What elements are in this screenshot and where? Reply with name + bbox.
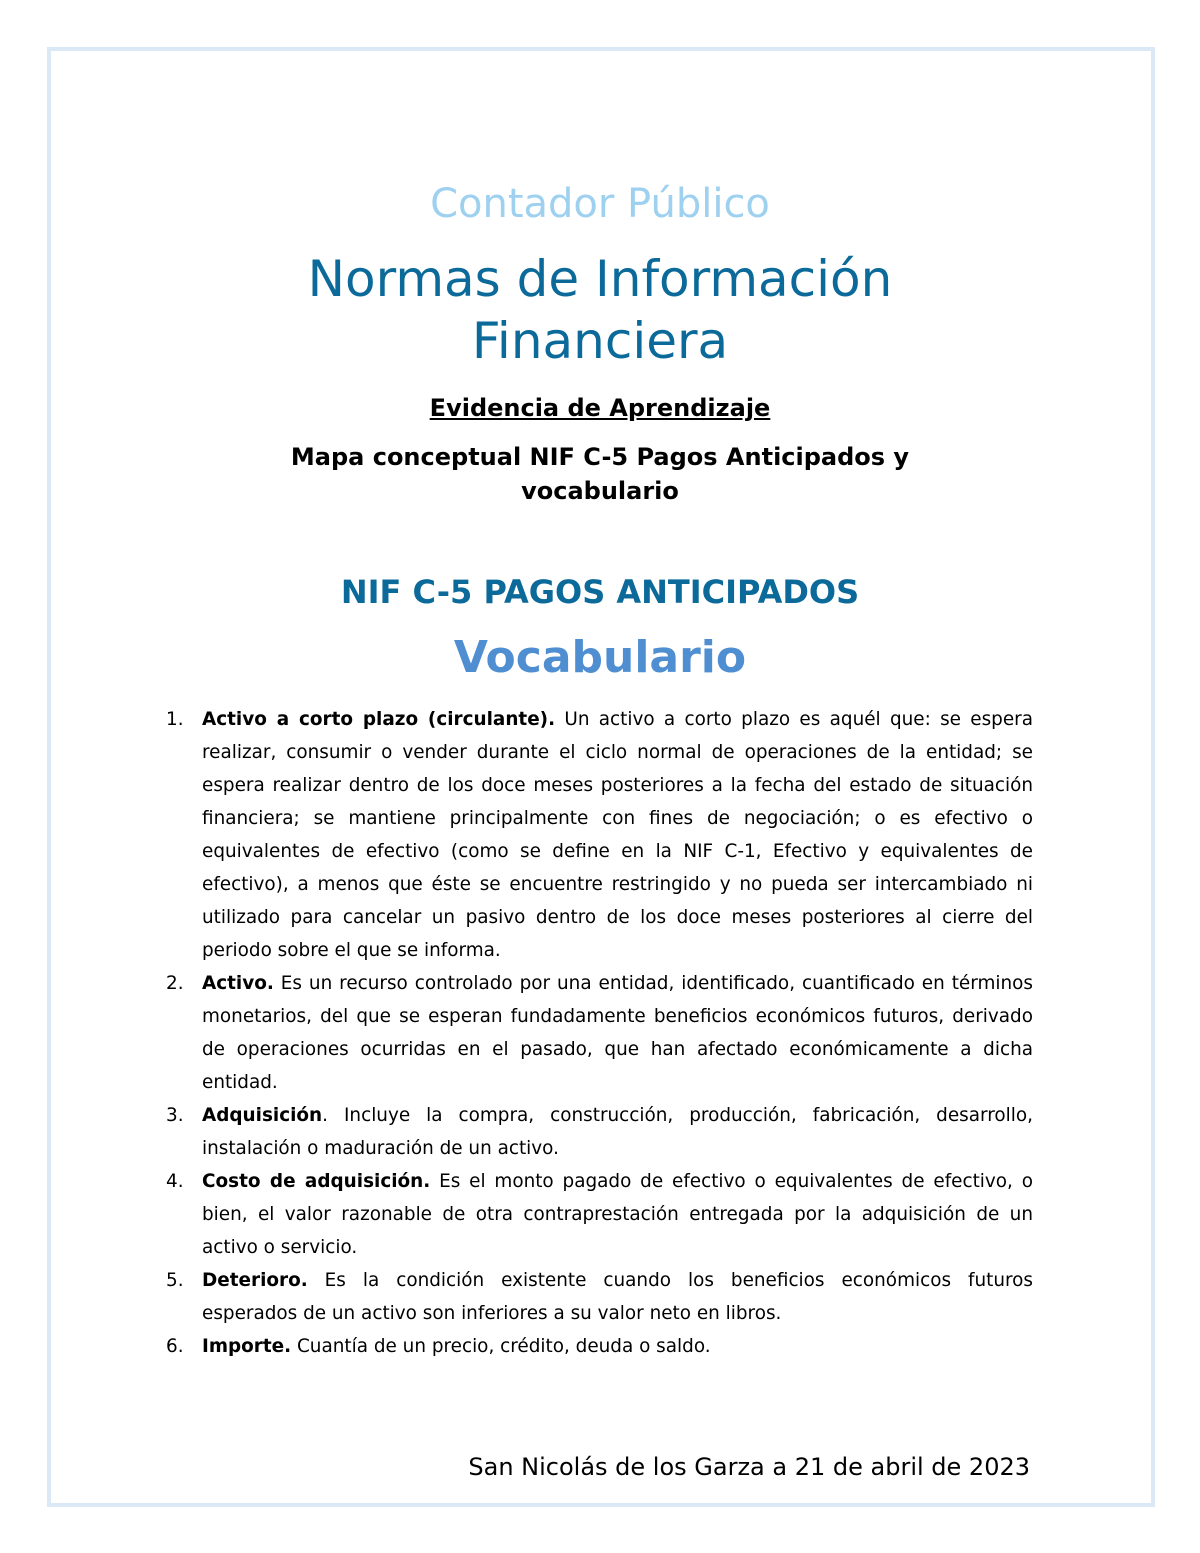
document-subtitle: Contador Público	[430, 181, 770, 227]
nif-heading: NIF C-5 PAGOS ANTICIPADOS	[340, 573, 860, 611]
item-term: Importe.	[202, 1336, 292, 1357]
mapa-heading: Mapa conceptual NIF C-5 Pagos Anticipados y vocabulario	[290, 443, 910, 505]
item-definition: Es el monto pagado de efectivo o equivalentes de efectivo, o bien, el valor razonable de otra contraprestación entregada por la adquisición de un activo o servicio.	[202, 1171, 1033, 1258]
item-term: Costo de adquisición.	[202, 1171, 431, 1192]
vocab-heading: Vocabulario	[453, 632, 747, 683]
item-number: 4.	[166, 1171, 184, 1192]
item-definition: Un activo a corto plazo es aquél que: se espera realizar, consumir o vender durante el ciclo normal de operaciones de la entidad; se espera realizar dentro de los doce meses posteriores a la fecha del estado de situación financiera; se mantiene principalmente con fines de negociación; o es efectivo o equivalentes de efectivo (como se define en la NIF C-1, Efectivo y equivalentes de efectivo), a menos que éste se encuentre restringido y no pueda ser intercambiado ni utilizado para cancelar un pasivo dentro de los doce meses posteriores al cierre del periodo sobre el que se informa.	[202, 709, 1033, 961]
item-number: 2.	[166, 973, 184, 994]
item-definition: Es la condición existente cuando los beneficios económicos futuros esperados de un activo son inferiores a su valor neto en libros.	[202, 1270, 1033, 1324]
title-line-2: Financiera	[471, 312, 729, 370]
vocab-list	[160, 703, 1033, 1363]
item-definition: . Incluye la compra, construcción, producción, fabricación, desarrollo, instalación o maduración de un activo.	[202, 1105, 1033, 1159]
item-definition: Es un recurso controlado por una entidad, identificado, cuantificado en términos monetarios, del que se esperan fundadamente beneficios económicos futuros, derivado de operaciones ocurridas en el pasado, que han afectado económicamente a dicha entidad.	[202, 973, 1033, 1093]
item-term: Activo.	[202, 973, 274, 994]
list-item	[160, 1264, 1033, 1330]
title-line-1: Normas de Información	[307, 250, 893, 308]
item-term: Activo a corto plazo (circulante).	[202, 709, 556, 730]
item-term: Deterioro.	[202, 1270, 308, 1291]
footer-date: San Nicolás de los Garza a 21 de abril de 2023	[468, 1453, 1030, 1481]
list-item	[160, 703, 1033, 967]
item-number: 5.	[166, 1270, 184, 1291]
item-definition: Cuantía de un precio, crédito, deuda o saldo.	[291, 1336, 711, 1357]
item-number: 3.	[166, 1105, 184, 1126]
item-number: 6.	[166, 1336, 184, 1357]
item-number: 1.	[166, 709, 184, 730]
list-item	[160, 1165, 1033, 1264]
list-item	[160, 967, 1033, 1099]
document-title	[0, 248, 1200, 372]
list-item	[160, 1099, 1033, 1165]
list-item	[160, 1330, 1033, 1363]
item-term: Adquisición	[202, 1105, 323, 1126]
evidencia-heading: Evidencia de Aprendizaje	[429, 394, 771, 422]
